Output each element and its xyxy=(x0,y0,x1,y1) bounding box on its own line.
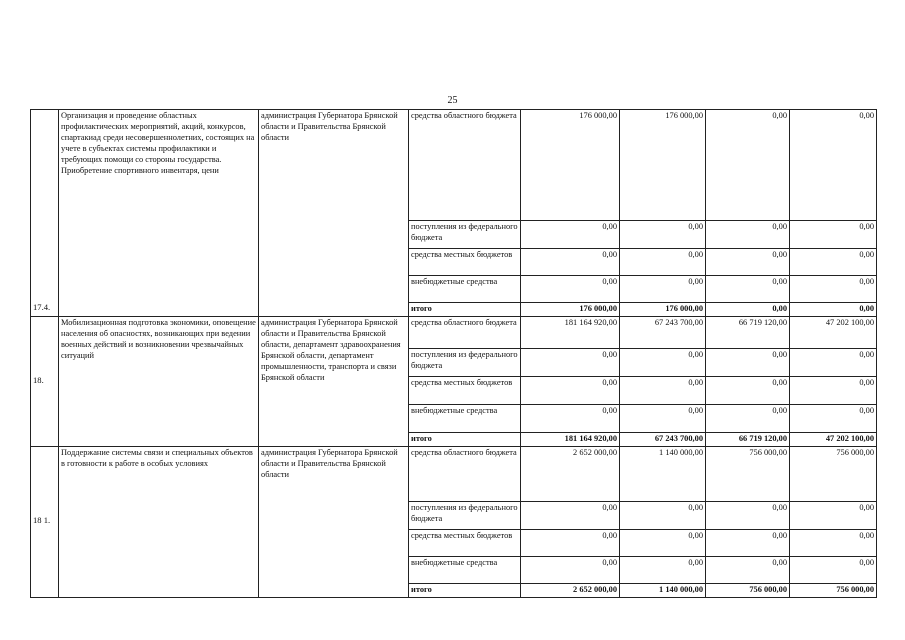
value-total: 0,00 xyxy=(521,348,620,376)
value-total: 0,00 xyxy=(521,221,620,249)
activity-name: Организация и проведение областных профилактических мероприятий, акций, конкурсов, спартакиад среди несовершеннолетних, состоящих на учете в субъектах системы профилактики и требующих помощи со стороны государства. Приобретение спортивного инвентаря, цени xyxy=(59,110,259,317)
value-year-2: 0,00 xyxy=(706,221,790,249)
funding-source: средства областного бюджета xyxy=(409,316,521,348)
value-year-3: 0,00 xyxy=(790,556,877,583)
value-total: 0,00 xyxy=(521,276,620,303)
value-total: 0,00 xyxy=(521,501,620,529)
value-year-3: 0,00 xyxy=(790,376,877,404)
value-total: 0,00 xyxy=(521,404,620,432)
funding-source: средства областного бюджета xyxy=(409,446,521,501)
value-total: 181 164 920,00 xyxy=(521,316,620,348)
value-total: 181 164 920,00 xyxy=(521,432,620,446)
total-label: итого xyxy=(409,432,521,446)
value-year-2: 0,00 xyxy=(706,110,790,221)
value-year-1: 0,00 xyxy=(620,276,706,303)
page-number: 25 xyxy=(447,95,458,106)
value-year-3: 0,00 xyxy=(790,348,877,376)
value-total: 0,00 xyxy=(521,376,620,404)
item-number: 18. xyxy=(31,316,59,446)
item-number: 18 1. xyxy=(31,446,59,597)
value-year-1: 176 000,00 xyxy=(620,303,706,317)
executor: администрация Губернатора Брянской области и Правительства Брянской области xyxy=(259,446,409,597)
funding-source: внебюджетные средства xyxy=(409,276,521,303)
value-year-3: 47 202 100,00 xyxy=(790,432,877,446)
total-label: итого xyxy=(409,583,521,597)
total-label: итого xyxy=(409,303,521,317)
value-year-3: 0,00 xyxy=(790,303,877,317)
value-year-1: 0,00 xyxy=(620,221,706,249)
value-year-2: 0,00 xyxy=(706,276,790,303)
value-total: 0,00 xyxy=(521,529,620,556)
value-year-3: 0,00 xyxy=(790,404,877,432)
value-year-1: 0,00 xyxy=(620,348,706,376)
value-year-2: 0,00 xyxy=(706,529,790,556)
table-row xyxy=(31,316,877,348)
value-year-1: 67 243 700,00 xyxy=(620,432,706,446)
item-number: 17.4. xyxy=(31,110,59,317)
funding-source: внебюджетные средства xyxy=(409,404,521,432)
value-year-1: 0,00 xyxy=(620,556,706,583)
funding-source: средства местных бюджетов xyxy=(409,529,521,556)
value-year-2: 0,00 xyxy=(706,556,790,583)
value-year-3: 756 000,00 xyxy=(790,583,877,597)
value-total: 176 000,00 xyxy=(521,303,620,317)
value-year-3: 47 202 100,00 xyxy=(790,316,877,348)
value-year-1: 0,00 xyxy=(620,376,706,404)
value-year-3: 0,00 xyxy=(790,221,877,249)
funding-source: внебюджетные средства xyxy=(409,556,521,583)
value-total: 2 652 000,00 xyxy=(521,583,620,597)
executor: администрация Губернатора Брянской области и Правительства Брянской области xyxy=(259,110,409,317)
value-year-2: 66 719 120,00 xyxy=(706,432,790,446)
value-year-1: 67 243 700,00 xyxy=(620,316,706,348)
value-total: 0,00 xyxy=(521,249,620,276)
value-total: 0,00 xyxy=(521,556,620,583)
value-year-2: 0,00 xyxy=(706,404,790,432)
value-year-3: 0,00 xyxy=(790,501,877,529)
activity-name: Мобилизационная подготовка экономики, оповещение населения об опасностях, возникающих при ведении военных действий и возникновении чрезвычайных ситуаций xyxy=(59,316,259,446)
value-year-2: 66 719 120,00 xyxy=(706,316,790,348)
value-year-2: 0,00 xyxy=(706,501,790,529)
funding-source: поступления из федерального бюджета xyxy=(409,501,521,529)
value-year-1: 0,00 xyxy=(620,501,706,529)
funding-source: средства местных бюджетов xyxy=(409,376,521,404)
value-year-2: 756 000,00 xyxy=(706,583,790,597)
funding-source: поступления из федерального бюджета xyxy=(409,348,521,376)
executor: администрация Губернатора Брянской области и Правительства Брянской области, департамент здравоохранения Брянской области, департамент промышленности, транспорта и связи Брянской области xyxy=(259,316,409,446)
funding-source: средства местных бюджетов xyxy=(409,249,521,276)
activity-name: Поддержание системы связи и специальных объектов в готовности к работе в особых условиях xyxy=(59,446,259,597)
funding-source: средства областного бюджета xyxy=(409,110,521,221)
funding-source: поступления из федерального бюджета xyxy=(409,221,521,249)
value-total: 176 000,00 xyxy=(521,110,620,221)
value-year-2: 0,00 xyxy=(706,249,790,276)
value-year-3: 756 000,00 xyxy=(790,446,877,501)
value-year-1: 0,00 xyxy=(620,529,706,556)
table-row xyxy=(31,110,877,221)
value-year-1: 0,00 xyxy=(620,249,706,276)
value-total: 2 652 000,00 xyxy=(521,446,620,501)
value-year-3: 0,00 xyxy=(790,276,877,303)
value-year-1: 1 140 000,00 xyxy=(620,583,706,597)
budget-table xyxy=(30,109,877,598)
value-year-1: 1 140 000,00 xyxy=(620,446,706,501)
value-year-2: 756 000,00 xyxy=(706,446,790,501)
value-year-2: 0,00 xyxy=(706,348,790,376)
value-year-1: 0,00 xyxy=(620,404,706,432)
value-year-2: 0,00 xyxy=(706,303,790,317)
value-year-3: 0,00 xyxy=(790,249,877,276)
table-row xyxy=(31,446,877,501)
value-year-2: 0,00 xyxy=(706,376,790,404)
value-year-1: 176 000,00 xyxy=(620,110,706,221)
value-year-3: 0,00 xyxy=(790,529,877,556)
value-year-3: 0,00 xyxy=(790,110,877,221)
